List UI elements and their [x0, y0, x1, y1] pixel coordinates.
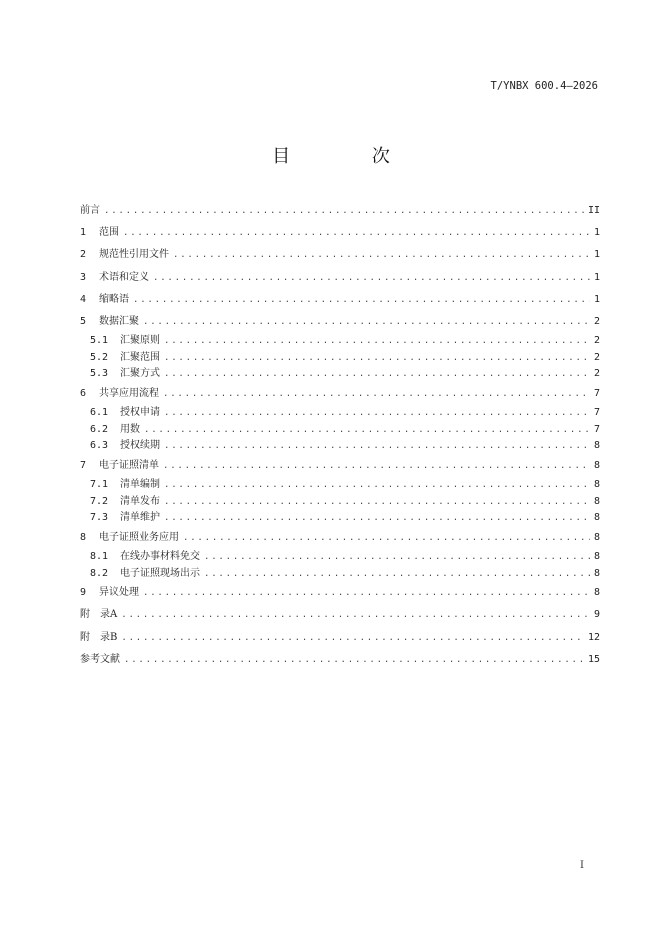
toc-entry-number: 6.3	[90, 440, 109, 452]
toc-leader-dots	[164, 510, 590, 527]
toc-entry-page: 8	[593, 551, 600, 563]
toc-entry[interactable]	[80, 649, 600, 671]
toc-entry[interactable]	[80, 311, 600, 333]
toc-leader-dots	[153, 267, 590, 289]
toc-entry-label: 缩略语	[99, 293, 129, 305]
toc-entry-number: 3	[80, 271, 87, 283]
toc-entry[interactable]	[80, 566, 600, 583]
toc-leader-dots	[144, 422, 590, 439]
toc-entry-label: 术语和定义	[99, 271, 149, 283]
toc-entry-label: 范围	[99, 227, 119, 239]
toc-entry[interactable]	[80, 627, 600, 649]
toc-entry[interactable]	[80, 366, 600, 383]
toc-entry-page: 1	[593, 271, 600, 283]
toc-leader-dots	[183, 527, 590, 549]
toc-leader-dots	[121, 627, 584, 649]
toc-leader-dots	[143, 311, 590, 333]
table-of-contents	[80, 200, 600, 671]
toc-entry-page: 2	[593, 335, 600, 347]
toc-entry-page: 8	[593, 495, 600, 507]
toc-entry[interactable]	[80, 455, 600, 477]
toc-leader-dots	[124, 649, 584, 671]
toc-entry-label: 汇聚范围	[120, 351, 160, 363]
toc-entry[interactable]	[80, 350, 600, 367]
toc-entry[interactable]	[80, 244, 600, 266]
toc-entry-label: 授权申请	[120, 407, 160, 419]
toc-entry[interactable]	[80, 527, 600, 549]
toc-entry-label: 电子证照业务应用	[99, 531, 179, 543]
toc-entry[interactable]	[80, 222, 600, 244]
toc-entry-label: 清单维护	[120, 512, 160, 524]
toc-entry-number: 2	[80, 249, 87, 261]
toc-leader-dots	[164, 494, 590, 511]
toc-entry[interactable]	[80, 200, 600, 222]
toc-leader-dots	[104, 200, 584, 222]
toc-entry-number: 6	[80, 387, 87, 399]
toc-entry-number: 1	[80, 227, 87, 239]
toc-leader-dots	[164, 477, 590, 494]
toc-entry-page: II	[587, 205, 600, 216]
toc-leader-dots	[204, 549, 590, 566]
toc-leader-dots	[163, 455, 590, 477]
toc-leader-dots	[164, 350, 590, 367]
toc-entry-label: 电子证照现场出示	[120, 567, 200, 579]
toc-entry-number: 5.1	[90, 335, 109, 347]
toc-entry[interactable]	[80, 438, 600, 455]
toc-entry-page: 1	[593, 293, 600, 305]
toc-entry-page: 8	[593, 459, 600, 471]
toc-entry-page: 8	[593, 479, 600, 491]
toc-entry[interactable]	[80, 604, 600, 626]
toc-entry[interactable]	[80, 289, 600, 311]
toc-entry-label: 用数	[120, 423, 140, 435]
toc-entry-label: 清单编制	[120, 479, 160, 491]
toc-entry-page: 7	[593, 423, 600, 435]
toc-entry-number: 7	[80, 459, 87, 471]
toc-entry-page: 2	[593, 315, 600, 327]
page-title: 目 次	[272, 146, 428, 167]
toc-entry-page: 12	[587, 631, 600, 643]
toc-entry[interactable]	[80, 582, 600, 604]
toc-entry-number: 8.1	[90, 551, 109, 563]
toc-entry-page: 2	[593, 351, 600, 363]
toc-entry-page: 7	[593, 387, 600, 399]
toc-entry[interactable]	[80, 333, 600, 350]
toc-leader-dots	[163, 383, 590, 405]
toc-leader-dots	[204, 566, 590, 583]
toc-entry-page: 9	[593, 609, 600, 621]
toc-entry-label: 规范性引用文件	[99, 249, 169, 261]
toc-entry-label: 异议处理	[99, 587, 139, 599]
toc-leader-dots	[164, 438, 590, 455]
toc-entry-page: 7	[593, 407, 600, 419]
toc-entry-page: 1	[593, 249, 600, 261]
toc-entry-number: 6.1	[90, 407, 109, 419]
toc-entry-page: 8	[593, 587, 600, 599]
toc-entry[interactable]	[80, 422, 600, 439]
toc-entry-page: 8	[593, 440, 600, 452]
toc-entry-page: 8	[593, 531, 600, 543]
toc-entry-page: 8	[593, 512, 600, 524]
toc-entry-label: 授权续期	[120, 440, 160, 452]
toc-entry-label: 参考文献	[80, 653, 120, 665]
toc-entry-label: 数据汇聚	[99, 315, 139, 327]
toc-entry-label: 附 录A	[80, 609, 118, 621]
toc-leader-dots	[164, 405, 590, 422]
toc-leader-dots	[121, 604, 590, 626]
toc-entry-number: 8.2	[90, 567, 109, 579]
toc-entry-label: 汇聚原则	[120, 335, 160, 347]
toc-entry-number: 6.2	[90, 423, 109, 435]
toc-leader-dots	[164, 333, 590, 350]
toc-entry-number: 5.2	[90, 351, 109, 363]
toc-entry-number: 8	[80, 531, 87, 543]
toc-entry-label: 清单发布	[120, 495, 160, 507]
toc-entry-label: 附 录B	[80, 631, 118, 643]
toc-entry-page: 8	[593, 567, 600, 579]
toc-entry-label: 汇聚方式	[120, 368, 160, 380]
toc-entry[interactable]	[80, 383, 600, 405]
toc-entry-number: 5.3	[90, 368, 109, 380]
toc-leader-dots	[173, 244, 590, 266]
toc-entry[interactable]	[80, 549, 600, 566]
toc-entry-number: 7.1	[90, 479, 109, 491]
toc-leader-dots	[164, 366, 590, 383]
toc-entry-page: 1	[593, 227, 600, 239]
toc-leader-dots	[123, 222, 590, 244]
toc-entry[interactable]	[80, 510, 600, 527]
toc-leader-dots	[143, 582, 590, 604]
toc-entry-page: 15	[587, 653, 600, 665]
toc-entry-number: 4	[80, 293, 87, 305]
toc-entry-number: 7.3	[90, 512, 109, 524]
toc-entry-label: 共享应用流程	[99, 387, 159, 399]
toc-entry-page: 2	[593, 368, 600, 380]
toc-leader-dots	[133, 289, 590, 311]
toc-entry-number: 7.2	[90, 495, 109, 507]
document-code: T/YNBX 600.4—2026	[490, 80, 598, 92]
toc-entry-number: 9	[80, 587, 87, 599]
toc-entry-label: 电子证照清单	[99, 459, 159, 471]
page-number: I	[580, 860, 584, 871]
toc-entry[interactable]	[80, 494, 600, 511]
toc-entry[interactable]	[80, 477, 600, 494]
toc-entry-label: 在线办事材料免交	[120, 551, 200, 563]
toc-entry[interactable]	[80, 405, 600, 422]
toc-entry-number: 5	[80, 315, 87, 327]
toc-entry-label: 前言	[80, 205, 100, 216]
toc-entry[interactable]	[80, 267, 600, 289]
